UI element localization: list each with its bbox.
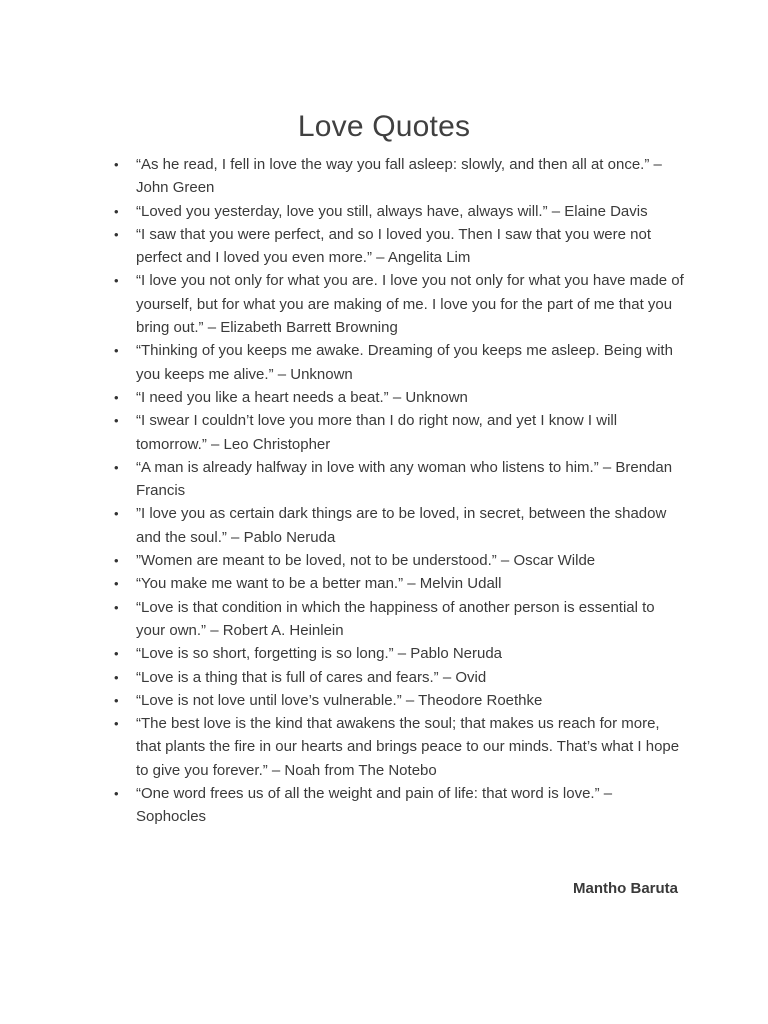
bullet-icon: • [114,226,119,242]
quote-text: “Love is that condition in which the happiness of another person is essential to your own.” – Robert A. Heinlein [136,598,655,639]
bullet-icon: • [114,157,119,172]
list-item [114,689,684,712]
bullet-icon: • [114,669,119,685]
quote-text: “I saw that you were perfect, and so I loved you. Then I saw that you were not perfect and I loved you even more.” – Angelita Lim [136,225,652,267]
quote-text: “Loved you yesterday, love you still, always have, always will.” – Elaine Davis [136,202,648,220]
page-title: Love Quotes [297,110,471,143]
quote-text: “One word frees us of all the weight and pain of life: that word is love.” – Sophocles [136,785,613,826]
quote-text: “The best love is the kind that awakens the soul; that makes us reach for more, that plants the fire in our hearts and brings peace to our minds. That’s what I hope to give you forever.” – Noah from The Notebo [136,715,680,779]
bullet-icon: • [114,716,119,732]
bullet-icon: • [114,413,119,429]
list-item [114,782,684,829]
list-item [114,269,684,339]
quote-text: “Love is so short, forgetting is so long.” – Pablo Neruda [136,645,503,663]
quote-text: “A man is already halfway in love with any woman who listens to him.” – Brendan Francis [136,458,673,500]
quote-text: “Thinking of you keeps me awake. Dreaming of you keeps me asleep. Being with you keeps me alive.” – Unknown [136,342,673,383]
list-item [114,409,684,456]
bullet-icon: • [114,692,119,708]
list-item [114,596,684,643]
quote-text: ”I love you as certain dark things are to be loved, in secret, between the shadow and the soul.” – Pablo Neruda [136,505,667,546]
quote-text: ”Women are meant to be loved, not to be understood.” – Oscar Wilde [136,552,596,570]
list-item [114,456,684,503]
bullet-icon: • [114,599,119,615]
bullet-icon: • [114,506,119,522]
bullet-icon: • [114,203,119,219]
quote-text: “I swear I couldn’t love you more than I do right now, and yet I know I will tomorrow.” – Leo Christopher [136,412,618,453]
bullet-icon: • [114,646,119,662]
list-item [114,153,684,200]
list-item [114,200,684,223]
signature: Mantho Baruta [573,880,678,897]
quote-list [114,153,684,829]
list-item [114,386,684,409]
quote-text: “Love is not love until love’s vulnerable.” – Theodore Roethke [136,691,543,709]
quote-text: “Love is a thing that is full of cares and fears.” – Ovid [136,668,487,686]
quote-text: “As he read, I fell in love the way you fall asleep: slowly, and then all at once.” – John Green [136,156,662,197]
list-item [114,666,684,689]
quote-text: “I love you not only for what you are. I love you not only for what you have made of yourself, but for what you are making of me. I love you for the part of me that you bring out.” – Elizabeth Barrett Browning [136,272,684,337]
list-item [114,502,684,549]
bullet-icon: • [114,576,119,592]
bullet-icon: • [114,343,119,359]
list-item [114,572,684,595]
quote-text: “I need you like a heart needs a beat.” – Unknown [136,388,468,406]
bullet-icon: • [114,786,119,802]
list-item [114,549,684,572]
bullet-icon: • [114,553,119,569]
bullet-icon: • [114,389,119,405]
bullet-icon: • [114,459,119,475]
list-item [114,223,684,270]
list-item [114,642,684,665]
list-item [114,339,684,386]
list-item [114,712,684,782]
quote-text: “You make me want to be a better man.” – Melvin Udall [136,575,502,593]
bullet-icon: • [114,273,119,289]
